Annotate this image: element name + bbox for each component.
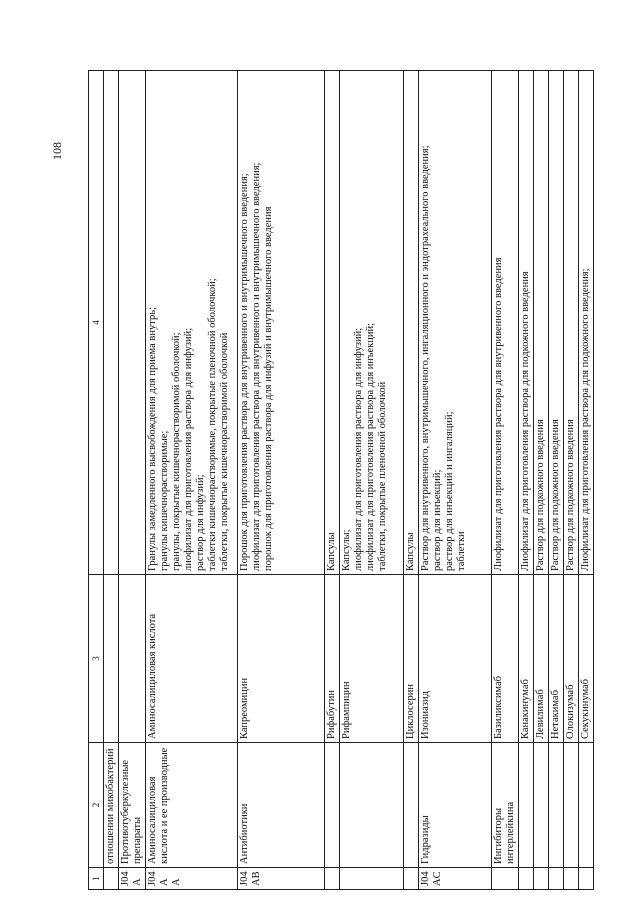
drug-cell: Нетакимаб: [549, 575, 564, 743]
header-col-1: 1: [89, 868, 104, 890]
form-line: Гранулы замедленного высвобождения для приема внутрь;: [147, 307, 158, 571]
code-cell: J04AC: [419, 868, 492, 890]
group-cell: отношении микобактерий: [104, 743, 119, 868]
drug-cell: Олокизумаб: [564, 575, 579, 743]
form-line: Порошок для приготовления раствора для внутривенного и внутримышечного введения;: [239, 173, 250, 571]
group-cell: [534, 743, 549, 868]
group-cell: Аминосалициловая кислота и ее производные: [146, 743, 238, 868]
form-line: таблетки кишечнорастворимые, покрытые пленочной оболочкой;: [207, 278, 218, 571]
group-cell: Гидразиды: [419, 743, 492, 868]
drug-cell: Аминосалициловая кислота: [146, 575, 238, 743]
forms-cell: Капсулы: [325, 71, 340, 575]
group-cell: [579, 743, 594, 868]
code-cell: J04A: [119, 868, 146, 890]
drug-cell: Рифампицин: [340, 575, 404, 743]
table-header-row: [89, 71, 104, 890]
table-row: [404, 71, 419, 890]
table-row: [146, 71, 238, 890]
code-cell: [492, 868, 519, 890]
form-line: гранулы, покрытые кишечнорастворимой оболочкой;: [171, 332, 182, 571]
forms-cell: Капсулы: [404, 71, 419, 575]
table-row: [325, 71, 340, 890]
forms-cell: Раствор для подкожного введения: [564, 71, 579, 575]
drug-cell: Изониазид: [419, 575, 492, 743]
table-row: [340, 71, 404, 890]
forms-cell: Раствор для подкожного введения: [549, 71, 564, 575]
group-cell: [549, 743, 564, 868]
group-cell: [325, 743, 340, 868]
form-line: гранулы кишечнорастворимые;: [159, 430, 170, 571]
table-row: [579, 71, 594, 890]
forms-cell: [419, 71, 492, 575]
form-line: таблетки, покрытые пленочной оболочкой: [377, 381, 388, 571]
forms-cell: [340, 71, 404, 575]
group-cell: [519, 743, 534, 868]
drug-cell: Рифабутин: [325, 575, 340, 743]
drug-cell: Базиликсимаб: [492, 575, 519, 743]
drug-cell: Канакинумаб: [519, 575, 534, 743]
forms-cell: [146, 71, 238, 575]
code-cell: J04AB: [238, 868, 325, 890]
group-cell: Ингибиторы интерлейкина: [492, 743, 519, 868]
forms-cell: [238, 71, 325, 575]
document-table-rotated: [88, 70, 591, 890]
drug-cell: Капреомицин: [238, 575, 325, 743]
table-row: [238, 71, 325, 890]
table-row: [119, 71, 146, 890]
drug-cell: Циклосерин: [404, 575, 419, 743]
drug-cell: [104, 575, 119, 743]
table-row: [419, 71, 492, 890]
form-line: лиофилизат для приготовления раствора для внутривенного и внутримышечного введения;: [251, 162, 262, 571]
form-line: Раствор для внутривенного, внутримышечного, ингаляционного и эндотрахеального введения;: [420, 145, 431, 571]
form-line: лиофилизат для приготовления раствора для инъекций;: [365, 322, 376, 571]
header-col-2: 2: [89, 743, 104, 868]
forms-cell: Раствор для подкожного введения: [534, 71, 549, 575]
drug-cell: [119, 575, 146, 743]
code-cell: [564, 868, 579, 890]
table-row: [564, 71, 579, 890]
code-cell: [404, 868, 419, 890]
code-cell: [325, 868, 340, 890]
table-row: [519, 71, 534, 890]
code-cell: [519, 868, 534, 890]
table-row: [492, 71, 519, 890]
header-col-3: 3: [89, 575, 104, 743]
forms-cell: Лиофилизат для приготовления раствора для подкожного введения: [519, 71, 534, 575]
code-cell: J04AA: [146, 868, 238, 890]
page-number: 108: [50, 142, 64, 160]
group-cell: [340, 743, 404, 868]
code-cell: [579, 868, 594, 890]
form-line: Капсулы;: [341, 529, 352, 571]
header-col-4: 4: [89, 71, 104, 575]
forms-cell: [104, 71, 119, 575]
drug-cell: Секукинумаб: [579, 575, 594, 743]
forms-cell: Лиофилизат для приготовления раствора для подкожного введения;: [579, 71, 594, 575]
group-cell: Противотуберкулезные препараты: [119, 743, 146, 868]
form-line: таблетки: [456, 531, 467, 571]
table-row: [549, 71, 564, 890]
group-cell: [404, 743, 419, 868]
code-cell: [534, 868, 549, 890]
forms-cell: Лиофилизат для приготовления раствора для внутривенного введения: [492, 71, 519, 575]
drug-cell: Левилимаб: [534, 575, 549, 743]
form-line: порошок для приготовления раствора для инфузий и внутримышечного введения: [263, 206, 274, 571]
drug-table: [88, 70, 594, 890]
form-line: лиофилизат для приготовления раствора для инфузий;: [353, 327, 364, 571]
form-line: раствор для инъекций и ингаляций;: [444, 411, 455, 571]
table-row: [104, 71, 119, 890]
group-cell: Антибиотики: [238, 743, 325, 868]
code-cell: [549, 868, 564, 890]
form-line: таблетки, покрытые кишечнорастворимой оболочкой: [219, 332, 230, 571]
form-line: лиофилизат для приготовления раствора для инфузий;: [183, 327, 194, 571]
code-cell: [340, 868, 404, 890]
form-line: раствор для инфузий;: [195, 474, 206, 571]
forms-cell: [119, 71, 146, 575]
table-row: [534, 71, 549, 890]
form-line: раствор для инъекций;: [432, 469, 443, 571]
code-cell: [104, 868, 119, 890]
group-cell: [564, 743, 579, 868]
